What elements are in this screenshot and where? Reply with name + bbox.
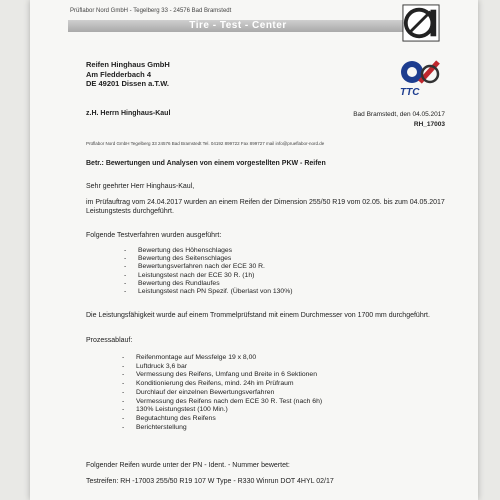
recipient-company: Reifen Hinghaus GmbH bbox=[86, 60, 170, 69]
subject-line: Betr.: Bewertungen und Analysen von einem vorgestellten PKW - Reifen bbox=[86, 160, 326, 167]
list-item: - Luftdruck 3,6 bar bbox=[136, 363, 322, 372]
list-item: - Bewertung des Seitenschlages bbox=[138, 255, 293, 263]
tire-identification-line: Testreifen: RH -17003 255/50 R19 107 W Type - R330 Winrun DOT 4HYL 02/17 bbox=[86, 478, 334, 485]
letter-date: Bad Bramstedt, den 04.05.2017 bbox=[353, 111, 445, 118]
process-heading: Prozessablauf: bbox=[86, 337, 133, 344]
tests-list bbox=[138, 247, 293, 296]
process-list bbox=[136, 354, 322, 432]
list-item: - Bewertung des Rundlaufes bbox=[138, 280, 293, 288]
attention-line: z.H. Herrn Hinghaus-Kaul bbox=[86, 110, 171, 117]
list-item: - Leistungstest nach der ECE 30 R. (1h) bbox=[138, 272, 293, 280]
recipient-city: DE 49201 Dissen a.T.W. bbox=[86, 79, 169, 88]
ttc-logo-icon bbox=[398, 58, 442, 98]
list-item: - Reifenmontage auf Messfelge 19 x 8,00 bbox=[136, 354, 322, 363]
list-item: - Leistungstest nach PN Spezif. (Überlast von 130%) bbox=[138, 288, 293, 296]
reference-number: RH_17003 bbox=[413, 121, 445, 128]
capacity-paragraph: Die Leistungsfähigkeit wurde auf einem Trommelprüfstand mit einem Durchmesser von 1700 mm durchgeführt. bbox=[86, 312, 430, 319]
company-topline: Prüflabor Nord GmbH - Tegelberg 33 - 24576 Bad Bramstedt bbox=[70, 8, 232, 14]
letter-page bbox=[30, 0, 478, 500]
svg-text:TTC: TTC bbox=[400, 87, 420, 98]
sender-line: Prüflabor Nord GmbH Tegelberg 33 24576 Bad Bramstedt Tel. 04192 899722 Fax 899727 mail info@prueflabor-nord.de bbox=[86, 141, 325, 146]
pruflabor-logo-icon bbox=[402, 4, 440, 42]
list-item: - Vermessung des Reifens nach dem ECE 30 R. Test (nach 6h) bbox=[136, 398, 322, 407]
list-item: - 130% Leistungstest (100 Min.) bbox=[136, 406, 322, 415]
salutation: Sehr geehrter Herr Hinghaus-Kaul, bbox=[86, 183, 195, 190]
intro-paragraph: im Prüfauftrag vom 24.04.2017 wurden an einem Reifen der Dimension 255/50 R19 vom 02.05. bis zum 04.05.2017 Leistungstests durchgeführt. bbox=[86, 199, 445, 215]
list-item: - Bewertungsverfahren nach der ECE 30 R. bbox=[138, 263, 293, 271]
list-item: - Durchlauf der einzelnen Bewertungsverfahren bbox=[136, 389, 322, 398]
banner-title: Tire - Test - Center bbox=[189, 20, 287, 31]
recipient-street: Am Fledderbach 4 bbox=[86, 69, 152, 79]
list-item: - Bewertung des Höhenschlages bbox=[138, 247, 293, 255]
closing-line: Folgender Reifen wurde unter der PN - Ident. - Nummer bewertet: bbox=[86, 462, 290, 469]
tests-heading: Folgende Testverfahren wurden ausgeführt: bbox=[86, 232, 222, 239]
tire-test-center-banner bbox=[68, 20, 408, 32]
date-block bbox=[335, 110, 445, 130]
list-item: - Vermessung des Reifens, Umfang und Breite in 6 Sektionen bbox=[136, 371, 322, 380]
recipient-address bbox=[86, 60, 170, 89]
list-item: - Begutachtung des Reifens bbox=[136, 415, 322, 424]
list-item: - Berichterstellung bbox=[136, 424, 322, 433]
list-item: - Konditionierung des Reifens, mind. 24h im Prüfraum bbox=[136, 380, 322, 389]
